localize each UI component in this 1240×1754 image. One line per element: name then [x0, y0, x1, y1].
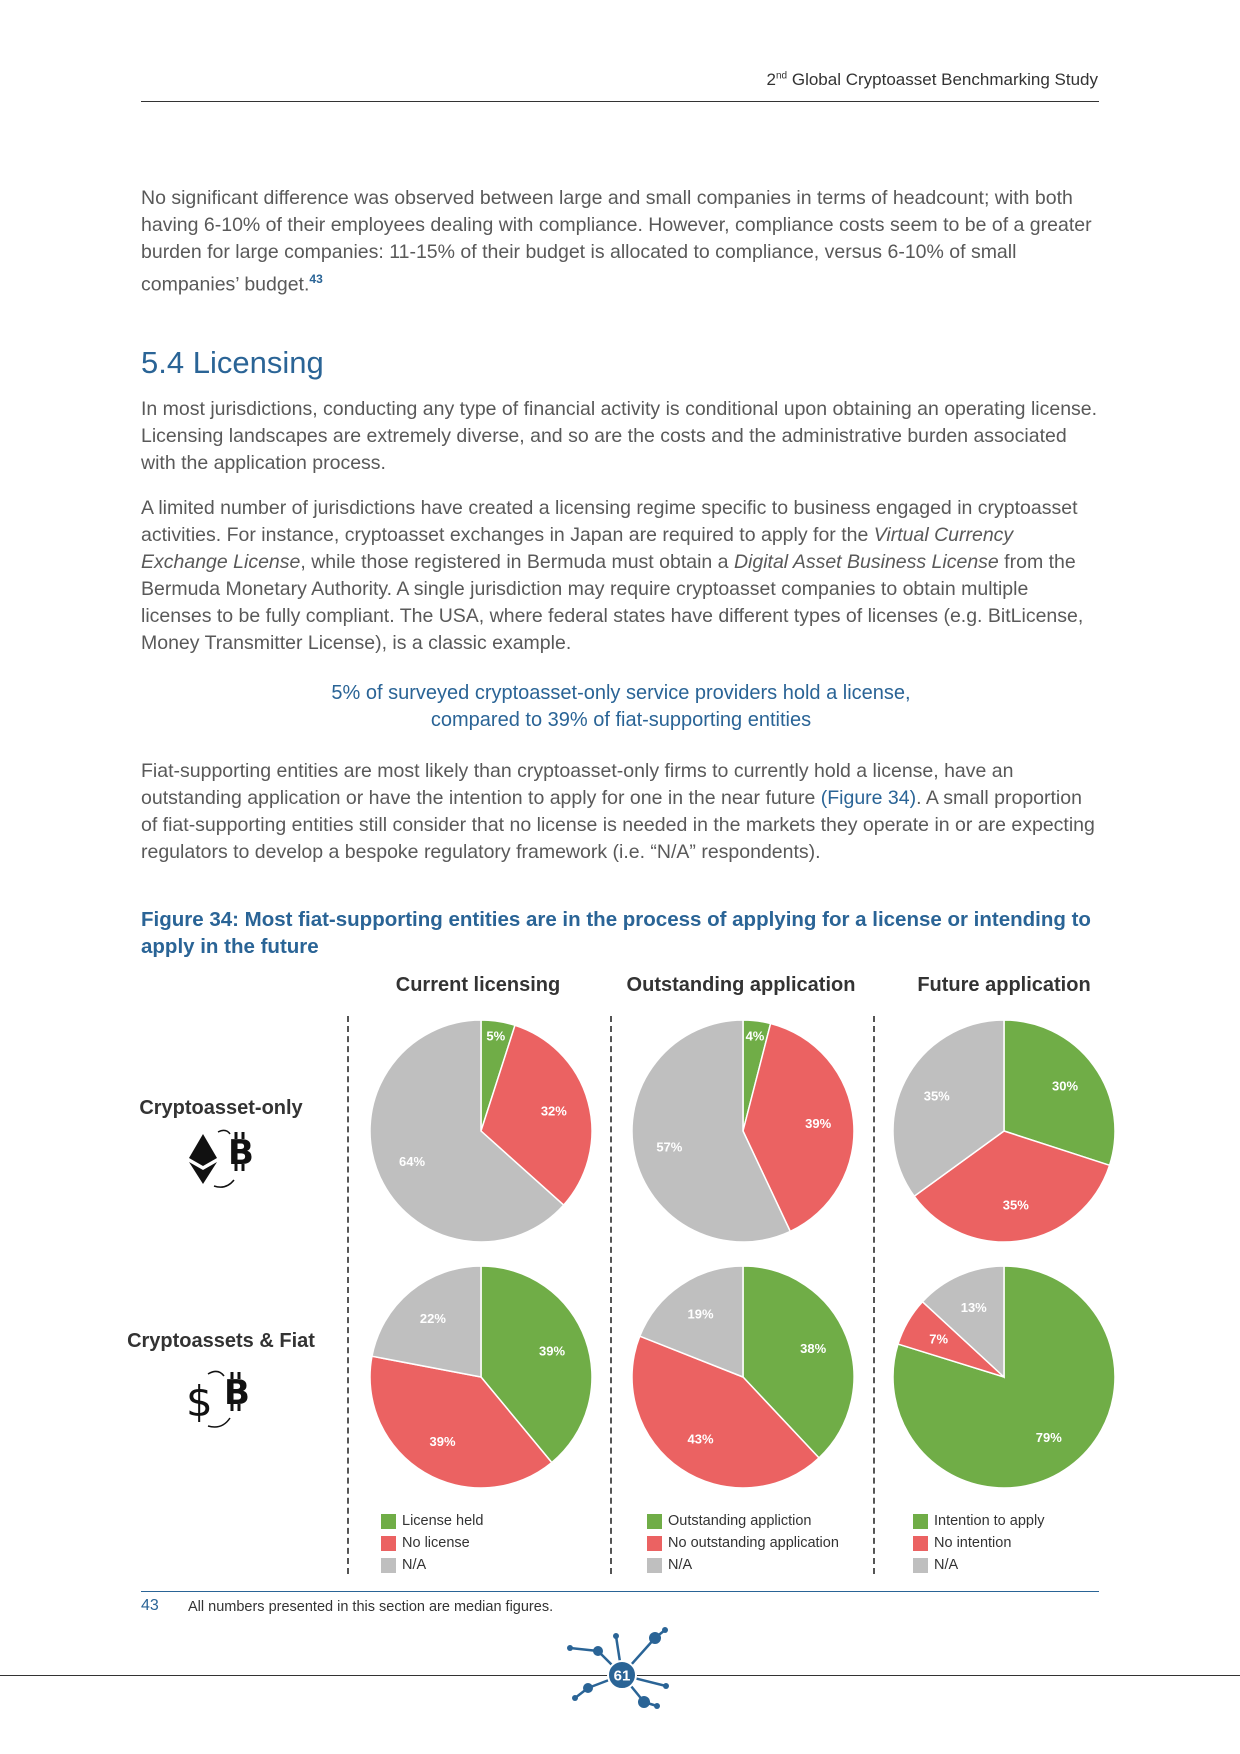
legend-swatch-green	[381, 1514, 396, 1529]
pie-data-label: 32%	[540, 1103, 567, 1119]
pie-outstanding-application-cryptoassets-fiat	[630, 1264, 856, 1490]
section-title: 5.4 Licensing	[141, 345, 324, 380]
pie-outstanding-application-cryptoasset-only	[630, 1018, 856, 1244]
legend-item: Intention to apply	[913, 1510, 1044, 1532]
row-label-cryptoasset-only: Cryptoasset-only	[139, 1097, 303, 1119]
pie-data-label: 39%	[539, 1343, 566, 1359]
legend-item: N/A	[647, 1554, 839, 1576]
pie-data-label: 5%	[486, 1028, 506, 1044]
pie-data-label: 39%	[429, 1433, 456, 1449]
pie-data-label: 30%	[1052, 1078, 1079, 1094]
legend-item: N/A	[913, 1554, 1044, 1576]
legend-swatch-red	[913, 1536, 928, 1551]
svg-text:$: $	[186, 1377, 213, 1426]
running-header: 2nd Global Cryptoasset Benchmarking Study	[766, 70, 1098, 89]
pie-data-label: 35%	[923, 1088, 950, 1104]
footnote-ref[interactable]: 43	[309, 272, 323, 286]
column-title-future-application: Future application	[917, 974, 1091, 996]
pie-data-label: 4%	[745, 1028, 765, 1044]
legend-item: N/A	[381, 1554, 483, 1576]
dollar-bitcoin-icon	[186, 1368, 256, 1432]
footnote-text: All numbers presented in this section are median figures.	[188, 1599, 554, 1615]
legend-swatch-red	[647, 1536, 662, 1551]
pie-data-label: 7%	[929, 1331, 949, 1347]
page-number-badge	[560, 1626, 680, 1716]
legend-item: No intention	[913, 1532, 1044, 1554]
paragraph-licensing-regimes: A limited number of jurisdictions have created a licensing regime specific to business engaged in cryptoasset activities. For instance, cryptoasset exchanges in Japan are required to apply for the Virtual Currency Exchange License, while those registered in Bermuda must obtain a Digital Asset Business License from the Bermuda Monetary Authority. A single jurisdiction may require cryptoasset companies to obtain multiple licenses to be fully compliant. The USA, where federal states have different types of licenses (e.g. BitLicense, Money Transmitter License), is a classic example.	[141, 497, 1084, 654]
pie-future-application-cryptoassets-fiat	[891, 1264, 1117, 1490]
figure-title: Figure 34: Most fiat-supporting entities are in the process of applying for a license or intending to apply in the future	[141, 908, 1091, 958]
pie-data-label: 43%	[687, 1431, 714, 1447]
footnote-rule	[141, 1591, 1099, 1592]
column-title-current-licensing: Current licensing	[395, 974, 561, 996]
pie-data-label: 38%	[800, 1341, 827, 1357]
legend-future-application	[913, 1510, 1044, 1576]
ether-bitcoin-icon	[186, 1128, 256, 1192]
pie-data-label: 39%	[805, 1115, 832, 1131]
pie-data-label: 64%	[399, 1153, 426, 1169]
legend-swatch-green	[647, 1514, 662, 1529]
page-number: 61	[613, 1667, 631, 1685]
legend-swatch-gray	[381, 1558, 396, 1573]
row-label-cryptoassets-fiat: Cryptoassets & Fiat	[127, 1330, 315, 1352]
column-divider	[610, 1016, 612, 1574]
legend-item: No license	[381, 1532, 483, 1554]
legend-current-licensing	[381, 1510, 483, 1576]
column-title-outstanding-application: Outstanding application	[626, 974, 856, 996]
legend-swatch-red	[381, 1536, 396, 1551]
pie-current-licensing-cryptoassets-fiat	[368, 1264, 594, 1490]
legend-outstanding-application	[647, 1510, 839, 1576]
column-divider	[347, 1016, 349, 1574]
footnote-number: 43	[141, 1597, 159, 1614]
pie-data-label: 57%	[656, 1139, 683, 1155]
pie-data-label: 35%	[1002, 1197, 1029, 1213]
svg-text:B: B	[228, 1133, 254, 1173]
header-rule	[141, 101, 1099, 102]
legend-item: No outstanding application	[647, 1532, 839, 1554]
pie-data-label: 22%	[419, 1310, 446, 1326]
legend-swatch-gray	[913, 1558, 928, 1573]
key-finding-callout: 5% of surveyed cryptoasset-only service providers hold a license, compared to 39% of fiat-supporting entities	[331, 682, 911, 731]
pie-current-licensing-cryptoasset-only	[368, 1018, 594, 1244]
legend-swatch-gray	[647, 1558, 662, 1573]
intro-paragraph: No significant difference was observed between large and small companies in terms of headcount; with both having 6-10% of their employees dealing with compliance. However, compliance costs seem to be of a greater burden for large companies: 11-15% of their budget is allocated to compliance, versus 6-10% of small companies’ budget.$^{43}$	[141, 187, 1092, 296]
paragraph-fiat-entities: Fiat-supporting entities are most likely than cryptoasset-only firms to currently hold a license, have an outstanding application or have the intention to apply for one in the near future (Figure 34). A small proportion of fiat-supporting entities still consider that no license is needed in the markets they operate in or are expecting regulators to develop a bespoke regulatory framework (i.e. “N/A” respondents).	[141, 760, 1095, 863]
legend-item: Outstanding appliction	[647, 1510, 839, 1532]
legend-swatch-green	[913, 1514, 928, 1529]
pie-data-label: 13%	[960, 1299, 987, 1315]
pie-data-label: 19%	[687, 1306, 714, 1322]
svg-text:B: B	[224, 1373, 250, 1413]
pie-data-label: 79%	[1035, 1429, 1062, 1445]
column-divider	[873, 1016, 875, 1574]
paragraph-licensing-intro: In most jurisdictions, conducting any type of financial activity is conditional upon obtaining an operating license. Licensing landscapes are extremely diverse, and so are the costs and the administrative burden associated with the application process.	[141, 398, 1098, 474]
pie-future-application-cryptoasset-only	[891, 1018, 1117, 1244]
legend-item: License held	[381, 1510, 483, 1532]
figure-34-link[interactable]: (Figure 34)	[820, 787, 917, 809]
